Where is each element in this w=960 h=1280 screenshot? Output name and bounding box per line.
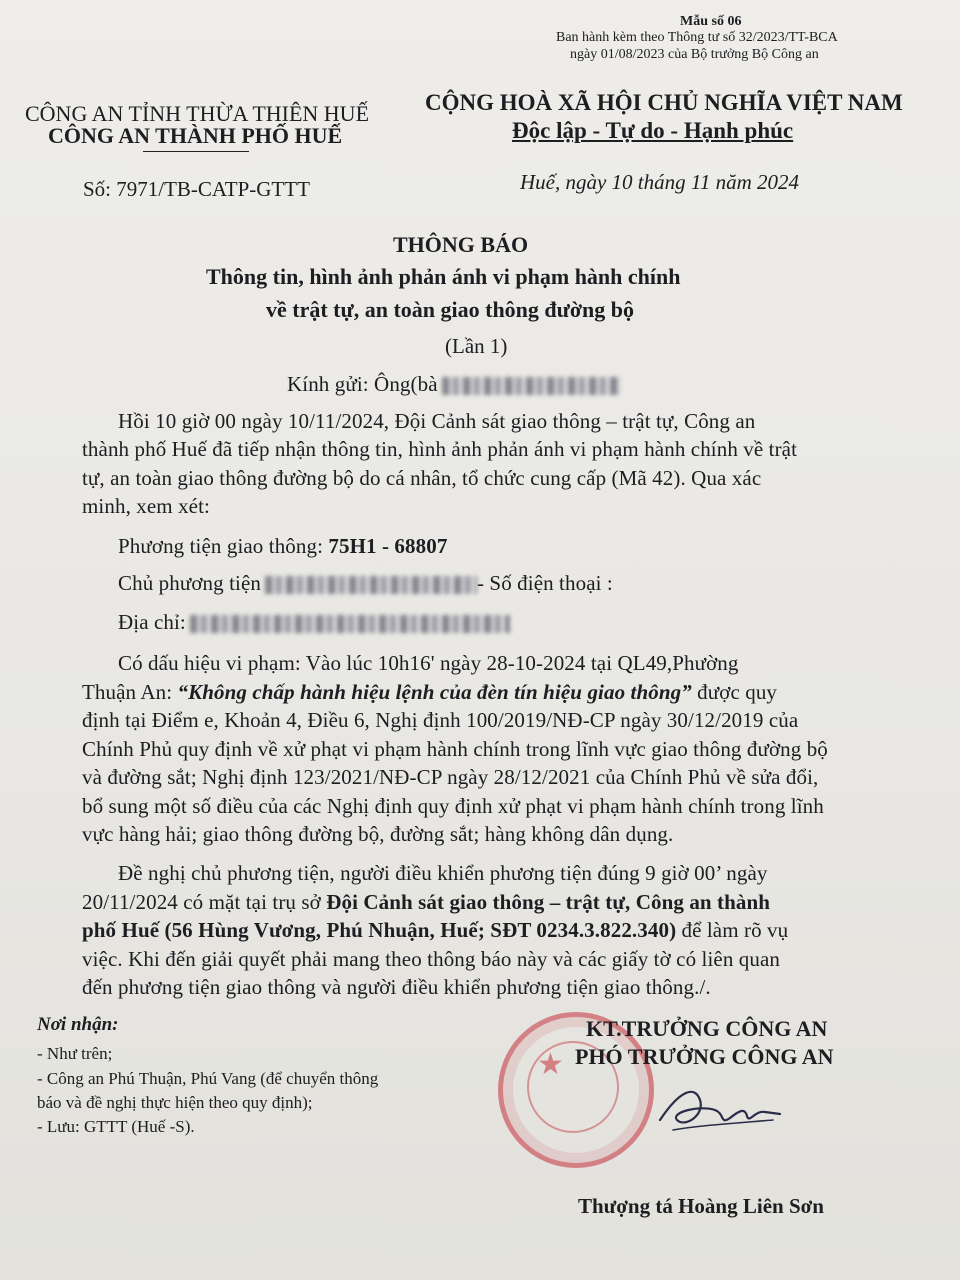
violation-place: Thuận An:: [82, 680, 178, 704]
agency-name: CÔNG AN THÀNH PHỐ HUẾ: [48, 123, 343, 148]
vehicle-line: [118, 534, 447, 559]
violation-line: và đường sắt; Nghị định 123/2021/NĐ-CP ngày 28/12/2021 của Chính Phủ về sửa đổi,: [82, 765, 819, 789]
form-issued-line: ngày 01/08/2023 của Bộ trưởng Bộ Công an: [570, 47, 819, 62]
greeting: [287, 372, 620, 397]
greeting-label: Kính gửi: Ông(bà: [287, 372, 438, 396]
violation-text: được quy: [691, 680, 778, 704]
document-subtitle: về trật tự, an toàn giao thông đường bộ: [266, 297, 635, 322]
recipient-item: - Lưu: GTTT (Huế -S).: [37, 1117, 195, 1136]
signer-name: Thượng tá Hoàng Liên Sơn: [578, 1194, 824, 1218]
handwritten-signature: [655, 1080, 785, 1140]
violation-line: định tại Điểm e, Khoản 4, Điều 6, Nghị định 100/2019/NĐ-CP ngày 30/12/2019 của: [82, 708, 799, 732]
request-line: [82, 918, 788, 943]
vehicle-label: Phương tiện giao thông:: [118, 534, 329, 558]
intro-line: thành phố Huế đã tiếp nhận thông tin, hình ảnh phản ánh vi phạm hành chính về trật: [82, 437, 798, 461]
phone-label: - Số điện thoại :: [476, 571, 613, 595]
recipient-item: báo và đề nghị thực hiện theo quy định);: [37, 1093, 313, 1112]
nation-title: CỘNG HOÀ XÃ HỘI CHỦ NGHĨA VIỆT NAM: [425, 90, 903, 115]
notice-round: (Lần 1): [445, 334, 508, 358]
request-line: [82, 890, 770, 915]
recipients-heading: Nơi nhận:: [37, 1014, 119, 1035]
redacted-name: [442, 377, 620, 395]
agency-parent: CÔNG AN TỈNH THỪA THIÊN HUẾ: [25, 101, 370, 126]
place-date: Huế, ngày 10 tháng 11 năm 2024: [520, 170, 799, 194]
address-label: Địa chỉ:: [118, 610, 186, 634]
redacted-address: [190, 615, 510, 633]
intro-line: Hồi 10 giờ 00 ngày 10/11/2024, Đội Cảnh sát giao thông – trật tự, Công an: [118, 409, 756, 433]
violation-line: Chính Phủ quy định về xử phạt vi phạm hành chính trong lĩnh vực giao thông đường bộ: [82, 737, 828, 761]
violation-line: vực hàng hải; giao thông đường bộ, đường sắt; hàng không dân dụng.: [82, 822, 674, 846]
office-name: Đội Cảnh sát giao thông – trật tự, Công an thành: [326, 890, 771, 914]
owner-label: Chủ phương tiện: [118, 571, 261, 595]
request-text: 20/11/2024 có mặt tại trụ sở: [82, 890, 327, 914]
request-line: Đề nghị chủ phương tiện, người điều khiển phương tiện đúng 9 giờ 00’ ngày: [118, 861, 768, 885]
owner-line: [118, 571, 613, 596]
request-line: việc. Khi đến giải quyết phải mang theo thông báo này và các giấy tờ có liên quan: [82, 947, 780, 971]
address-line: [118, 610, 510, 635]
form-issued-line: Ban hành kèm theo Thông tư số 32/2023/TT-BCA: [556, 30, 838, 45]
violation-description: “Không chấp hành hiệu lệnh của đèn tín hiệu giao thông”: [177, 680, 692, 704]
office-address: phố Huế (56 Hùng Vương, Phú Nhuận, Huế; SĐT 0234.3.822.340): [82, 918, 677, 942]
document-subtitle: Thông tin, hình ảnh phản ánh vi phạm hành chính: [206, 264, 681, 289]
document-title: THÔNG BÁO: [393, 232, 529, 257]
violation-line: Có dấu hiệu vi phạm: Vào lúc 10h16' ngày 28-10-2024 tại QL49,Phường: [118, 651, 739, 675]
agency-underline: [143, 151, 249, 152]
redacted-owner: [265, 576, 477, 594]
recipient-item: - Công an Phú Thuận, Phú Vang (để chuyển thông: [37, 1069, 379, 1088]
seal-star-icon: ★: [537, 1048, 564, 1081]
document-number: Số: 7971/TB-CATP-GTTT: [83, 177, 310, 201]
request-line: đến phương tiện giao thông và người điều khiển phương tiện giao thông./.: [82, 975, 711, 999]
violation-line: [82, 680, 777, 705]
request-text: để làm rõ vụ: [676, 918, 789, 942]
signer-title: KT.TRƯỞNG CÔNG AN: [586, 1016, 828, 1041]
intro-line: minh, xem xét:: [82, 494, 210, 518]
signer-title: PHÓ TRƯỞNG CÔNG AN: [575, 1044, 834, 1069]
recipient-item: - Như trên;: [37, 1044, 113, 1063]
vehicle-plate: 75H1 - 68807: [328, 534, 448, 558]
nation-motto: Độc lập - Tự do - Hạnh phúc: [512, 118, 794, 143]
intro-line: tự, an toàn giao thông đường bộ do cá nhân, tổ chức cung cấp (Mã 42). Qua xác: [82, 466, 762, 490]
form-number: Mẫu số 06: [680, 14, 742, 29]
violation-line: bổ sung một số điều của các Nghị định quy định xử phạt vi phạm hành chính trong lĩnh: [82, 794, 824, 818]
